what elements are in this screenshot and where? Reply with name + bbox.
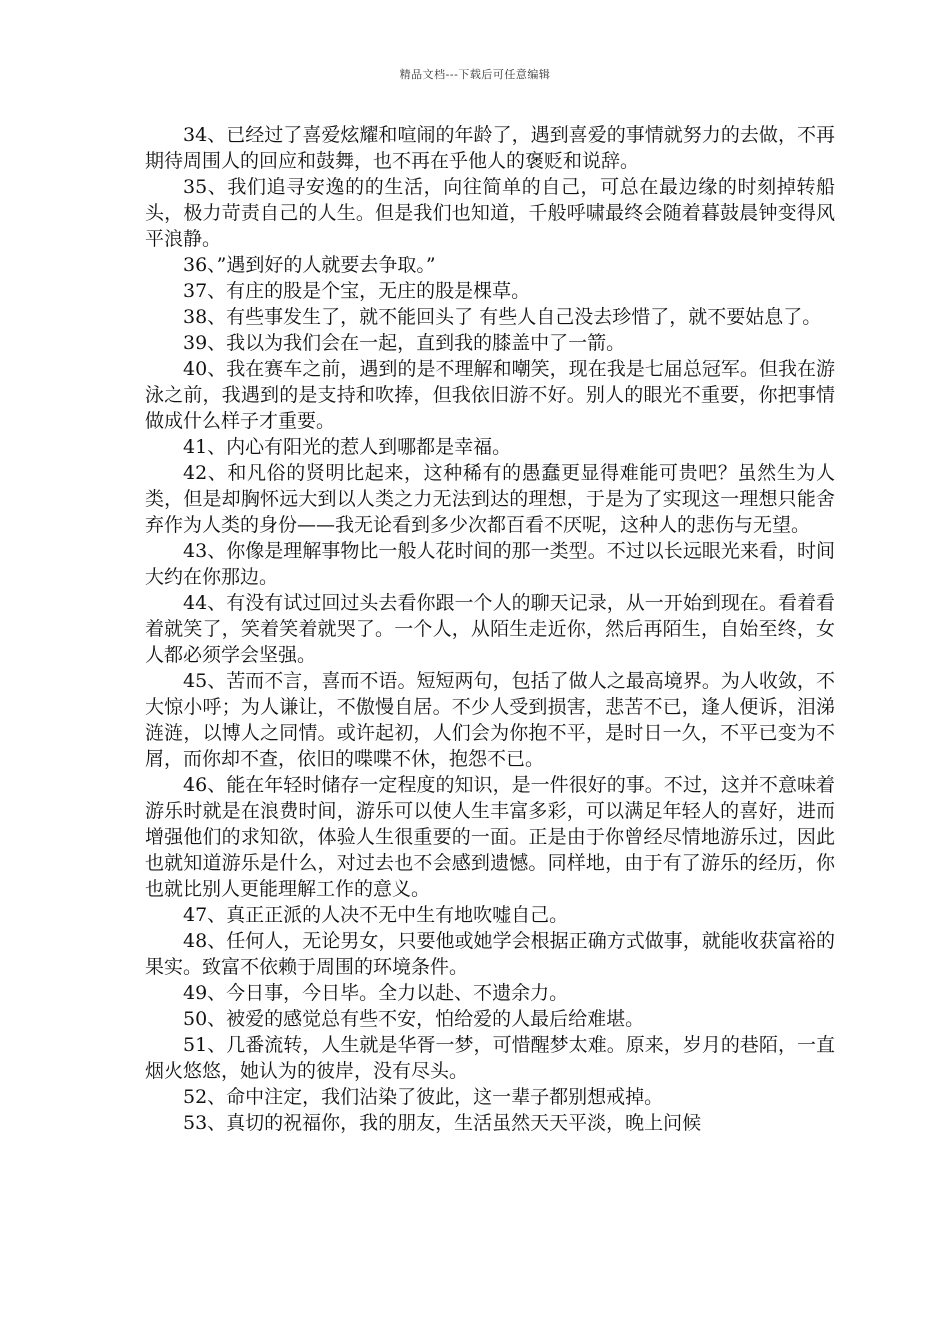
paragraph: 53、真切的祝福你，我的朋友，生活虽然天天平淡，晚上问候 [183, 1112, 702, 1134]
page-header: 精品文档---下载后可任意编辑 [399, 68, 551, 81]
paragraph: 39、我以为我们会在一起，直到我的膝盖中了一箭。 [183, 332, 626, 354]
paragraph: 51、几番流转，人生就是华胥一梦，可惜醒梦太难。原来，岁月的巷陌，一直烟火悠悠，她认为的彼岸，没有尽头。 [145, 1034, 835, 1082]
paragraph: 40、我在赛车之前，遇到的是不理解和嘲笑，现在我是七届总冠军。但我在游泳之前，我遇到的是支持和吹捧，但我依旧游不好。别人的眼光不重要，你把事情做成什么样子才重要。 [145, 358, 835, 432]
paragraph: 38、有些事发生了，就不能回头了 有些人自己没去珍惜了，就不要姑息了。 [183, 306, 822, 328]
paragraph: 37、有庄的股是个宝，无庄的股是棵草。 [183, 280, 531, 302]
paragraph: 36、”遇到好的人就要去争取。” [183, 254, 436, 276]
paragraph: 45、苦而不言，喜而不语。短短两句，包括了做人之最高境界。为人收敛，不大惊小呼；为人谦让，不傲慢自居。不少人受到损害，悲苦不已，逢人便诉，泪涕涟涟，以博人之同情。或许起初，人们会为你抱不平，是时日一久，不平已变为不屑，而你却不查，依旧的喋喋不休，抱怨不已。 [145, 670, 835, 770]
paragraph: 47、真正正派的人决不无中生有地吹嘘自己。 [183, 904, 569, 926]
paragraph: 50、被爱的感觉总有些不安，怕给爱的人最后给难堪。 [183, 1008, 645, 1030]
paragraph: 42、和凡俗的贤明比起来，这种稀有的愚蠢更显得难能可贵吧？虽然生为人类，但是却胸怀远大到以人类之力无法到达的理想，于是为了实现这一理想只能舍弃作为人类的身份——我无论看到多少次都百看不厌呢，这种人的悲伤与无望。 [145, 462, 835, 536]
paragraph: 52、命中注定，我们沾染了彼此，这一辈子都别想戒掉。 [183, 1086, 664, 1108]
paragraph: 48、任何人，无论男女，只要他或她学会根据正确方式做事，就能收获富裕的果实。致富不依赖于周围的环境条件。 [145, 930, 835, 978]
document-body [145, 122, 835, 1136]
paragraph: 43、你像是理解事物比一般人花时间的那一类型。不过以长远眼光来看，时间大约在你那边。 [145, 540, 835, 588]
paragraph: 44、有没有试过回过头去看你跟一个人的聊天记录，从一开始到现在。看着看着就笑了，笑着笑着就哭了。一个人，从陌生走近你，然后再陌生，自始至终，女人都必须学会坚强。 [145, 592, 835, 666]
paragraph: 49、今日事，今日毕。全力以赴、不遗余力。 [183, 982, 569, 1004]
paragraph: 41、内心有阳光的惹人到哪都是幸福。 [183, 436, 512, 458]
paragraph: 46、能在年轻时储存一定程度的知识，是一件很好的事。不过，这并不意味着游乐时就是在浪费时间，游乐可以使人生丰富多彩，可以满足年轻人的喜好，进而增强他们的求知欲，体验人生很重要的一面。正是由于你曾经尽情地游乐过，因此也就知道游乐是什么，对过去也不会感到遗憾。同样地，由于有了游乐的经历，你也就比别人更能理解工作的意义。 [145, 774, 835, 900]
paragraph: 34、已经过了喜爱炫耀和喧闹的年龄了，遇到喜爱的事情就努力的去做，不再期待周围人的回应和鼓舞，也不再在乎他人的褒贬和说辞。 [145, 124, 835, 172]
paragraph: 35、我们追寻安逸的的生活，向往简单的自己，可总在最边缘的时刻掉转船头，极力苛责自己的人生。但是我们也知道，千般呼啸最终会随着暮鼓晨钟变得风平浪静。 [145, 176, 835, 250]
